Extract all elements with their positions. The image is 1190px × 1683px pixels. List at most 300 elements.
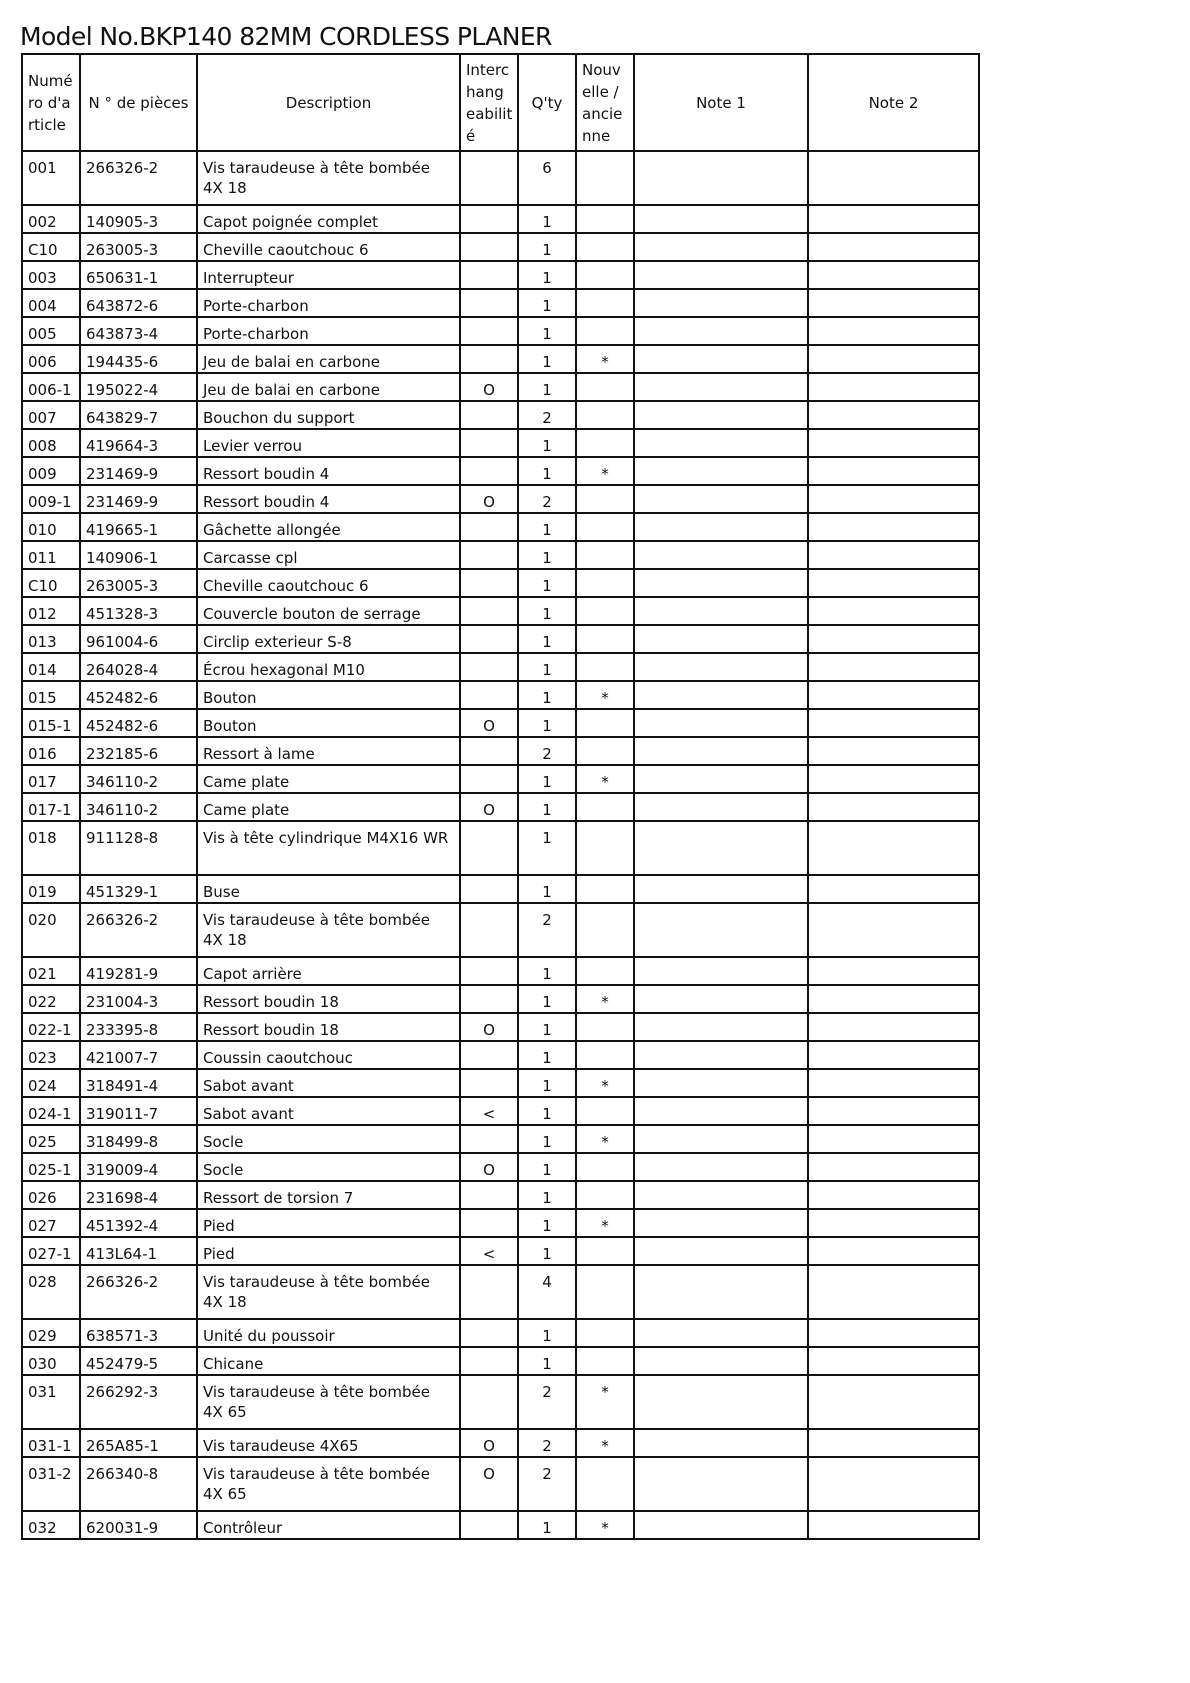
note-2-cell bbox=[808, 541, 979, 569]
table-row bbox=[22, 1375, 979, 1429]
new-old-cell bbox=[576, 1153, 634, 1181]
description-cell: Socle bbox=[197, 1153, 460, 1181]
item-number-cell: 030 bbox=[22, 1347, 80, 1375]
part-number-cell: 231469-9 bbox=[80, 485, 197, 513]
new-old-cell bbox=[576, 569, 634, 597]
quantity-cell: 6 bbox=[518, 151, 576, 205]
note-1-cell bbox=[634, 1153, 808, 1181]
note-1-cell bbox=[634, 429, 808, 457]
note-2-cell bbox=[808, 1347, 979, 1375]
item-number-cell: 006 bbox=[22, 345, 80, 373]
item-number-cell: C10 bbox=[22, 569, 80, 597]
table-row bbox=[22, 1319, 979, 1347]
table-row bbox=[22, 653, 979, 681]
part-number-cell: 419664-3 bbox=[80, 429, 197, 457]
table-row bbox=[22, 289, 979, 317]
part-number-cell: 421007-7 bbox=[80, 1041, 197, 1069]
table-row bbox=[22, 597, 979, 625]
item-number-cell: 031-2 bbox=[22, 1457, 80, 1511]
note-2-cell bbox=[808, 709, 979, 737]
interchangeability-cell bbox=[460, 429, 518, 457]
quantity-cell: 1 bbox=[518, 653, 576, 681]
description-cell: Pied bbox=[197, 1209, 460, 1237]
new-old-cell bbox=[576, 1319, 634, 1347]
description-cell: Vis taraudeuse à tête bombée 4X 65 bbox=[197, 1375, 460, 1429]
table-row bbox=[22, 151, 979, 205]
new-old-cell bbox=[576, 1013, 634, 1041]
part-number-cell: 266292-3 bbox=[80, 1375, 197, 1429]
interchangeability-cell bbox=[460, 233, 518, 261]
note-1-cell bbox=[634, 1265, 808, 1319]
new-old-cell bbox=[576, 1181, 634, 1209]
description-cell: Socle bbox=[197, 1125, 460, 1153]
note-1-cell bbox=[634, 793, 808, 821]
note-2-cell bbox=[808, 985, 979, 1013]
note-2-cell bbox=[808, 681, 979, 709]
interchangeability-cell bbox=[460, 765, 518, 793]
part-number-cell: 643873-4 bbox=[80, 317, 197, 345]
table-row bbox=[22, 1181, 979, 1209]
table-row bbox=[22, 401, 979, 429]
note-2-cell bbox=[808, 513, 979, 541]
interchangeability-cell bbox=[460, 569, 518, 597]
item-number-cell: 031-1 bbox=[22, 1429, 80, 1457]
note-2-cell bbox=[808, 1013, 979, 1041]
note-2-cell bbox=[808, 345, 979, 373]
table-row bbox=[22, 261, 979, 289]
part-number-cell: 911128-8 bbox=[80, 821, 197, 875]
interchangeability-cell bbox=[460, 875, 518, 903]
note-2-cell bbox=[808, 457, 979, 485]
new-old-cell bbox=[576, 1097, 634, 1125]
part-number-cell: 318499-8 bbox=[80, 1125, 197, 1153]
interchangeability-cell bbox=[460, 151, 518, 205]
new-old-cell bbox=[576, 653, 634, 681]
description-cell: Came plate bbox=[197, 793, 460, 821]
new-old-cell bbox=[576, 1237, 634, 1265]
header-note-2: Note 2 bbox=[808, 54, 979, 151]
note-1-cell bbox=[634, 457, 808, 485]
note-2-cell bbox=[808, 903, 979, 957]
parts-table-body bbox=[22, 151, 979, 1539]
header-description: Description bbox=[197, 54, 460, 151]
table-row bbox=[22, 233, 979, 261]
table-row bbox=[22, 457, 979, 485]
note-2-cell bbox=[808, 289, 979, 317]
note-2-cell bbox=[808, 653, 979, 681]
part-number-cell: 451329-1 bbox=[80, 875, 197, 903]
quantity-cell: 1 bbox=[518, 793, 576, 821]
note-1-cell bbox=[634, 709, 808, 737]
note-1-cell bbox=[634, 737, 808, 765]
new-old-cell: * bbox=[576, 345, 634, 373]
note-2-cell bbox=[808, 261, 979, 289]
part-number-cell: 451328-3 bbox=[80, 597, 197, 625]
table-row bbox=[22, 569, 979, 597]
part-number-cell: 452479-5 bbox=[80, 1347, 197, 1375]
table-row bbox=[22, 625, 979, 653]
description-cell: Vis à tête cylindrique M4X16 WR bbox=[197, 821, 460, 875]
note-1-cell bbox=[634, 597, 808, 625]
table-row bbox=[22, 821, 979, 875]
description-cell: Coussin caoutchouc bbox=[197, 1041, 460, 1069]
note-1-cell bbox=[634, 289, 808, 317]
quantity-cell: 1 bbox=[518, 1069, 576, 1097]
description-cell: Capot poignée complet bbox=[197, 205, 460, 233]
quantity-cell: 1 bbox=[518, 681, 576, 709]
quantity-cell: 2 bbox=[518, 737, 576, 765]
new-old-cell bbox=[576, 541, 634, 569]
note-2-cell bbox=[808, 625, 979, 653]
interchangeability-cell bbox=[460, 513, 518, 541]
table-row bbox=[22, 903, 979, 957]
new-old-cell bbox=[576, 151, 634, 205]
new-old-cell bbox=[576, 1265, 634, 1319]
part-number-cell: 451392-4 bbox=[80, 1209, 197, 1237]
item-number-cell: 006-1 bbox=[22, 373, 80, 401]
note-1-cell bbox=[634, 205, 808, 233]
item-number-cell: 010 bbox=[22, 513, 80, 541]
quantity-cell: 1 bbox=[518, 261, 576, 289]
part-number-cell: 264028-4 bbox=[80, 653, 197, 681]
part-number-cell: 419281-9 bbox=[80, 957, 197, 985]
new-old-cell bbox=[576, 513, 634, 541]
description-cell: Jeu de balai en carbone bbox=[197, 373, 460, 401]
description-cell: Unité du poussoir bbox=[197, 1319, 460, 1347]
new-old-cell: * bbox=[576, 1375, 634, 1429]
note-2-cell bbox=[808, 401, 979, 429]
note-1-cell bbox=[634, 765, 808, 793]
description-cell: Cheville caoutchouc 6 bbox=[197, 233, 460, 261]
item-number-cell: 029 bbox=[22, 1319, 80, 1347]
item-number-cell: 028 bbox=[22, 1265, 80, 1319]
description-cell: Buse bbox=[197, 875, 460, 903]
item-number-cell: 013 bbox=[22, 625, 80, 653]
note-1-cell bbox=[634, 541, 808, 569]
interchangeability-cell bbox=[460, 1069, 518, 1097]
item-number-cell: 024-1 bbox=[22, 1097, 80, 1125]
note-1-cell bbox=[634, 513, 808, 541]
new-old-cell: * bbox=[576, 1069, 634, 1097]
description-cell: Came plate bbox=[197, 765, 460, 793]
quantity-cell: 2 bbox=[518, 485, 576, 513]
description-cell: Vis taraudeuse à tête bombée 4X 18 bbox=[197, 151, 460, 205]
note-2-cell bbox=[808, 151, 979, 205]
interchangeability-cell: O bbox=[460, 1457, 518, 1511]
interchangeability-cell bbox=[460, 205, 518, 233]
table-header-row bbox=[22, 54, 979, 151]
interchangeability-cell bbox=[460, 625, 518, 653]
part-number-cell: 643872-6 bbox=[80, 289, 197, 317]
interchangeability-cell bbox=[460, 985, 518, 1013]
description-cell: Bouton bbox=[197, 709, 460, 737]
note-1-cell bbox=[634, 903, 808, 957]
note-1-cell bbox=[634, 1237, 808, 1265]
quantity-cell: 1 bbox=[518, 457, 576, 485]
table-row bbox=[22, 205, 979, 233]
table-row bbox=[22, 513, 979, 541]
part-number-cell: 452482-6 bbox=[80, 709, 197, 737]
table-row bbox=[22, 765, 979, 793]
part-number-cell: 266326-2 bbox=[80, 1265, 197, 1319]
description-cell: Cheville caoutchouc 6 bbox=[197, 569, 460, 597]
item-number-cell: 025-1 bbox=[22, 1153, 80, 1181]
note-1-cell bbox=[634, 1347, 808, 1375]
quantity-cell: 1 bbox=[518, 821, 576, 875]
new-old-cell: * bbox=[576, 1511, 634, 1539]
note-1-cell bbox=[634, 1097, 808, 1125]
description-cell: Ressort de torsion 7 bbox=[197, 1181, 460, 1209]
note-1-cell bbox=[634, 1125, 808, 1153]
item-number-cell: 009-1 bbox=[22, 485, 80, 513]
quantity-cell: 1 bbox=[518, 205, 576, 233]
note-1-cell bbox=[634, 1181, 808, 1209]
quantity-cell: 1 bbox=[518, 875, 576, 903]
note-2-cell bbox=[808, 1069, 979, 1097]
new-old-cell: * bbox=[576, 765, 634, 793]
note-2-cell bbox=[808, 821, 979, 875]
interchangeability-cell bbox=[460, 1209, 518, 1237]
interchangeability-cell: O bbox=[460, 1013, 518, 1041]
part-number-cell: 620031-9 bbox=[80, 1511, 197, 1539]
new-old-cell bbox=[576, 1347, 634, 1375]
note-1-cell bbox=[634, 317, 808, 345]
item-number-cell: 017-1 bbox=[22, 793, 80, 821]
new-old-cell bbox=[576, 597, 634, 625]
quantity-cell: 1 bbox=[518, 513, 576, 541]
table-row bbox=[22, 737, 979, 765]
quantity-cell: 1 bbox=[518, 625, 576, 653]
new-old-cell bbox=[576, 289, 634, 317]
part-number-cell: 318491-4 bbox=[80, 1069, 197, 1097]
new-old-cell bbox=[576, 485, 634, 513]
interchangeability-cell: O bbox=[460, 793, 518, 821]
note-1-cell bbox=[634, 569, 808, 597]
item-number-cell: 019 bbox=[22, 875, 80, 903]
header-part-no: N ° de pièces bbox=[80, 54, 197, 151]
quantity-cell: 1 bbox=[518, 233, 576, 261]
note-2-cell bbox=[808, 737, 979, 765]
interchangeability-cell bbox=[460, 957, 518, 985]
header-item-no: Numé ro d'a rticle bbox=[22, 54, 80, 151]
note-2-cell bbox=[808, 1209, 979, 1237]
new-old-cell bbox=[576, 317, 634, 345]
note-2-cell bbox=[808, 957, 979, 985]
new-old-cell bbox=[576, 373, 634, 401]
item-number-cell: 032 bbox=[22, 1511, 80, 1539]
part-number-cell: 266340-8 bbox=[80, 1457, 197, 1511]
item-number-cell: 003 bbox=[22, 261, 80, 289]
table-row bbox=[22, 1153, 979, 1181]
table-row bbox=[22, 1069, 979, 1097]
item-number-cell: 022-1 bbox=[22, 1013, 80, 1041]
interchangeability-cell bbox=[460, 1347, 518, 1375]
interchangeability-cell: < bbox=[460, 1097, 518, 1125]
table-row bbox=[22, 793, 979, 821]
quantity-cell: 1 bbox=[518, 597, 576, 625]
new-old-cell bbox=[576, 737, 634, 765]
description-cell: Carcasse cpl bbox=[197, 541, 460, 569]
table-row bbox=[22, 1237, 979, 1265]
description-cell: Ressort boudin 4 bbox=[197, 457, 460, 485]
interchangeability-cell bbox=[460, 903, 518, 957]
description-cell: Vis taraudeuse à tête bombée 4X 18 bbox=[197, 903, 460, 957]
description-cell: Écrou hexagonal M10 bbox=[197, 653, 460, 681]
part-number-cell: 194435-6 bbox=[80, 345, 197, 373]
note-2-cell bbox=[808, 793, 979, 821]
item-number-cell: 031 bbox=[22, 1375, 80, 1429]
part-number-cell: 233395-8 bbox=[80, 1013, 197, 1041]
item-number-cell: 005 bbox=[22, 317, 80, 345]
table-row bbox=[22, 1041, 979, 1069]
part-number-cell: 319011-7 bbox=[80, 1097, 197, 1125]
item-number-cell: 002 bbox=[22, 205, 80, 233]
note-1-cell bbox=[634, 875, 808, 903]
quantity-cell: 4 bbox=[518, 1265, 576, 1319]
interchangeability-cell bbox=[460, 681, 518, 709]
note-1-cell bbox=[634, 821, 808, 875]
table-row bbox=[22, 345, 979, 373]
table-row bbox=[22, 1125, 979, 1153]
quantity-cell: 1 bbox=[518, 1125, 576, 1153]
quantity-cell: 1 bbox=[518, 317, 576, 345]
quantity-cell: 2 bbox=[518, 1429, 576, 1457]
table-row bbox=[22, 1347, 979, 1375]
note-1-cell bbox=[634, 261, 808, 289]
item-number-cell: 007 bbox=[22, 401, 80, 429]
description-cell: Ressort boudin 18 bbox=[197, 1013, 460, 1041]
part-number-cell: 140906-1 bbox=[80, 541, 197, 569]
table-row bbox=[22, 485, 979, 513]
part-number-cell: 346110-2 bbox=[80, 793, 197, 821]
interchangeability-cell bbox=[460, 1511, 518, 1539]
note-2-cell bbox=[808, 1511, 979, 1539]
new-old-cell: * bbox=[576, 985, 634, 1013]
quantity-cell: 1 bbox=[518, 1237, 576, 1265]
interchangeability-cell bbox=[460, 289, 518, 317]
description-cell: Circlip exterieur S-8 bbox=[197, 625, 460, 653]
item-number-cell: 025 bbox=[22, 1125, 80, 1153]
table-row bbox=[22, 1457, 979, 1511]
table-row bbox=[22, 709, 979, 737]
item-number-cell: 012 bbox=[22, 597, 80, 625]
note-2-cell bbox=[808, 1429, 979, 1457]
new-old-cell bbox=[576, 793, 634, 821]
description-cell: Bouchon du support bbox=[197, 401, 460, 429]
note-1-cell bbox=[634, 1457, 808, 1511]
interchangeability-cell bbox=[460, 1181, 518, 1209]
note-1-cell bbox=[634, 1511, 808, 1539]
note-1-cell bbox=[634, 1429, 808, 1457]
part-number-cell: 961004-6 bbox=[80, 625, 197, 653]
part-number-cell: 265A85-1 bbox=[80, 1429, 197, 1457]
new-old-cell bbox=[576, 401, 634, 429]
quantity-cell: 1 bbox=[518, 1041, 576, 1069]
quantity-cell: 1 bbox=[518, 1097, 576, 1125]
note-2-cell bbox=[808, 569, 979, 597]
description-cell: Levier verrou bbox=[197, 429, 460, 457]
item-number-cell: 015-1 bbox=[22, 709, 80, 737]
item-number-cell: 027-1 bbox=[22, 1237, 80, 1265]
part-number-cell: 319009-4 bbox=[80, 1153, 197, 1181]
interchangeability-cell bbox=[460, 737, 518, 765]
part-number-cell: 643829-7 bbox=[80, 401, 197, 429]
description-cell: Ressort boudin 4 bbox=[197, 485, 460, 513]
note-2-cell bbox=[808, 597, 979, 625]
interchangeability-cell: O bbox=[460, 1153, 518, 1181]
new-old-cell bbox=[576, 875, 634, 903]
note-1-cell bbox=[634, 625, 808, 653]
description-cell: Gâchette allongée bbox=[197, 513, 460, 541]
header-new-old: Nouv elle / ancie nne bbox=[576, 54, 634, 151]
note-1-cell bbox=[634, 373, 808, 401]
interchangeability-cell bbox=[460, 1265, 518, 1319]
note-1-cell bbox=[634, 1319, 808, 1347]
note-2-cell bbox=[808, 373, 979, 401]
item-number-cell: 020 bbox=[22, 903, 80, 957]
note-2-cell bbox=[808, 429, 979, 457]
description-cell: Porte-charbon bbox=[197, 317, 460, 345]
new-old-cell bbox=[576, 1457, 634, 1511]
note-1-cell bbox=[634, 485, 808, 513]
table-row bbox=[22, 1013, 979, 1041]
note-2-cell bbox=[808, 1457, 979, 1511]
quantity-cell: 1 bbox=[518, 709, 576, 737]
interchangeability-cell bbox=[460, 401, 518, 429]
part-number-cell: 413L64-1 bbox=[80, 1237, 197, 1265]
part-number-cell: 263005-3 bbox=[80, 233, 197, 261]
quantity-cell: 1 bbox=[518, 429, 576, 457]
part-number-cell: 650631-1 bbox=[80, 261, 197, 289]
quantity-cell: 1 bbox=[518, 985, 576, 1013]
part-number-cell: 638571-3 bbox=[80, 1319, 197, 1347]
interchangeability-cell: < bbox=[460, 1237, 518, 1265]
interchangeability-cell: O bbox=[460, 485, 518, 513]
description-cell: Contrôleur bbox=[197, 1511, 460, 1539]
part-number-cell: 231004-3 bbox=[80, 985, 197, 1013]
description-cell: Pied bbox=[197, 1237, 460, 1265]
header-quantity: Q'ty bbox=[518, 54, 576, 151]
quantity-cell: 2 bbox=[518, 1375, 576, 1429]
item-number-cell: 017 bbox=[22, 765, 80, 793]
page-title: Model No.BKP140 82MM CORDLESS PLANER bbox=[20, 22, 552, 51]
header-note-1: Note 1 bbox=[634, 54, 808, 151]
note-2-cell bbox=[808, 1375, 979, 1429]
description-cell: Interrupteur bbox=[197, 261, 460, 289]
description-cell: Couvercle bouton de serrage bbox=[197, 597, 460, 625]
note-2-cell bbox=[808, 1125, 979, 1153]
table-row bbox=[22, 1209, 979, 1237]
description-cell: Vis taraudeuse à tête bombée 4X 65 bbox=[197, 1457, 460, 1511]
interchangeability-cell bbox=[460, 261, 518, 289]
quantity-cell: 2 bbox=[518, 1457, 576, 1511]
note-2-cell bbox=[808, 1041, 979, 1069]
interchangeability-cell bbox=[460, 345, 518, 373]
quantity-cell: 1 bbox=[518, 1013, 576, 1041]
item-number-cell: 008 bbox=[22, 429, 80, 457]
description-cell: Ressort à lame bbox=[197, 737, 460, 765]
new-old-cell bbox=[576, 903, 634, 957]
table-row bbox=[22, 1265, 979, 1319]
note-2-cell bbox=[808, 1181, 979, 1209]
item-number-cell: 021 bbox=[22, 957, 80, 985]
table-row bbox=[22, 317, 979, 345]
note-1-cell bbox=[634, 1209, 808, 1237]
interchangeability-cell bbox=[460, 597, 518, 625]
new-old-cell bbox=[576, 233, 634, 261]
note-1-cell bbox=[634, 233, 808, 261]
quantity-cell: 1 bbox=[518, 1511, 576, 1539]
